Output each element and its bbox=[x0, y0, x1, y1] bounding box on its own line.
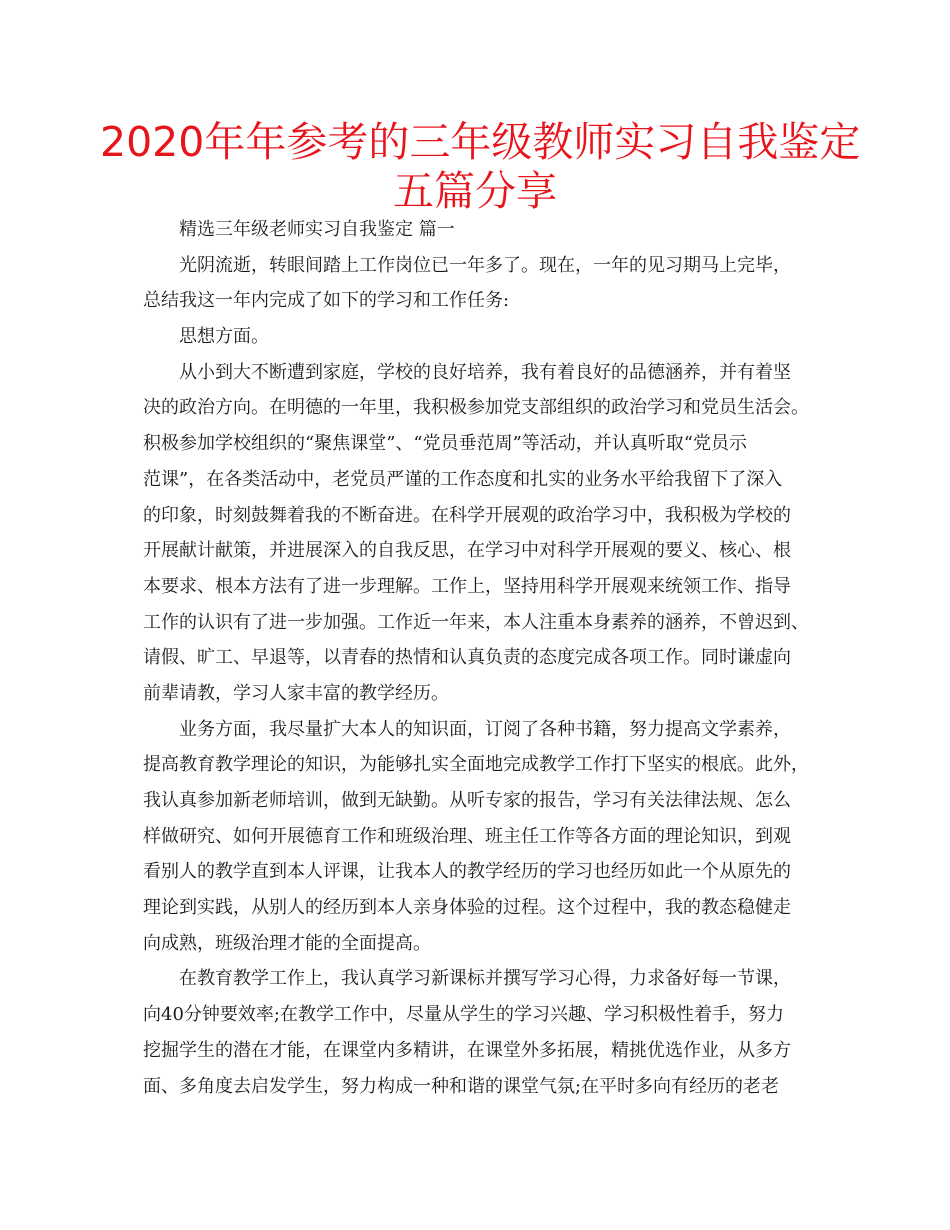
document-body bbox=[143, 212, 826, 1104]
text-line: 本要求、根本方法有了进一步理解。工作上，坚持用科学开展观来统领工作、指导 bbox=[143, 575, 791, 597]
text-line: 向40分钟要效率;在教学工作中，尽量从学生的学习兴趣、学习积极性着手，努力 bbox=[143, 1004, 784, 1026]
text-line: 思想方面。 bbox=[179, 326, 269, 348]
text-line: 决的政治方向。在明德的一年里，我积极参加党支部组织的政治学习和党员生活会。 bbox=[143, 397, 809, 419]
text-line: 前辈请教，学习人家丰富的教学经历。 bbox=[143, 682, 449, 704]
title-line-1: 2020年年参考的三年级教师实习自我鉴定 bbox=[100, 118, 861, 166]
text-line: 看别人的教学直到本人评课，让我本人的教学经历的学习也经历如此一个从原先的 bbox=[143, 861, 791, 883]
title-line-2: 五篇分享 bbox=[393, 167, 557, 215]
text-line: 开展献计献策，并进展深入的自我反思，在学习中对科学开展观的要义、核心、根 bbox=[143, 540, 791, 562]
text-line: 的印象，时刻鼓舞着我的不断奋进。在科学开展观的政治学习中，我积极为学校的 bbox=[143, 504, 791, 526]
text-line: 精选三年级老师实习自我鉴定 篇一 bbox=[179, 219, 455, 240]
text-line: 我认真参加新老师培训，做到无缺勤。从听专家的报告，学习有关法律法规、怎么 bbox=[143, 790, 791, 811]
text-line: 在教育教学工作上，我认真学习新课标并撰写学习心得，力求备好每一节课， bbox=[179, 968, 791, 990]
document-title bbox=[100, 118, 861, 216]
text-line: 理论到实践，从别人的经历到本人亲身体验的过程。这个过程中，我的教态稳健走 bbox=[143, 897, 791, 919]
text-line: 样做研究、如何开展德育工作和班级治理、班主任工作等各方面的理论知识，到观 bbox=[143, 825, 791, 847]
text-line: 总结我这一年内完成了如下的学习和工作任务: bbox=[143, 290, 510, 312]
text-line: 范课”，在各类活动中，老党员严谨的工作态度和扎实的业务水平给我留下了深入 bbox=[143, 468, 783, 490]
text-line: 积极参加学校组织的“聚焦课堂”、“党员垂范周”等活动，并认真听取“党员示 bbox=[143, 433, 748, 455]
text-line: 请假、旷工、早退等，以青春的热情和认真负责的态度完成各项工作。同时谦虚向 bbox=[143, 647, 791, 669]
text-line: 提高教育教学理论的知识，为能够扎实全面地完成教学工作打下坚实的根底。此外， bbox=[143, 754, 809, 776]
text-line: 工作的认识有了进一步加强。工作近一年来，本人注重本身素养的涵养，不曾迟到、 bbox=[143, 611, 809, 633]
text-line: 向成熟，班级治理才能的全面提高。 bbox=[143, 932, 431, 954]
text-line: 从小到大不断遭到家庭，学校的良好培养，我有着良好的品德涵养，并有着坚 bbox=[179, 361, 791, 383]
text-line: 业务方面，我尽量扩大本人的知识面，订阅了各种书籍，努力提高文学素养， bbox=[179, 718, 791, 740]
text-line: 面、多角度去启发学生，努力构成一种和谐的课堂气氛;在平时多向有经历的老老 bbox=[143, 1075, 780, 1097]
text-line: 挖掘学生的潜在才能，在课堂内多精讲，在课堂外多拓展，精挑优选作业，从多方 bbox=[143, 1039, 791, 1061]
text-line: 光阴流逝，转眼间踏上工作岗位已一年多了。现在，一年的见习期马上完毕， bbox=[179, 254, 791, 276]
